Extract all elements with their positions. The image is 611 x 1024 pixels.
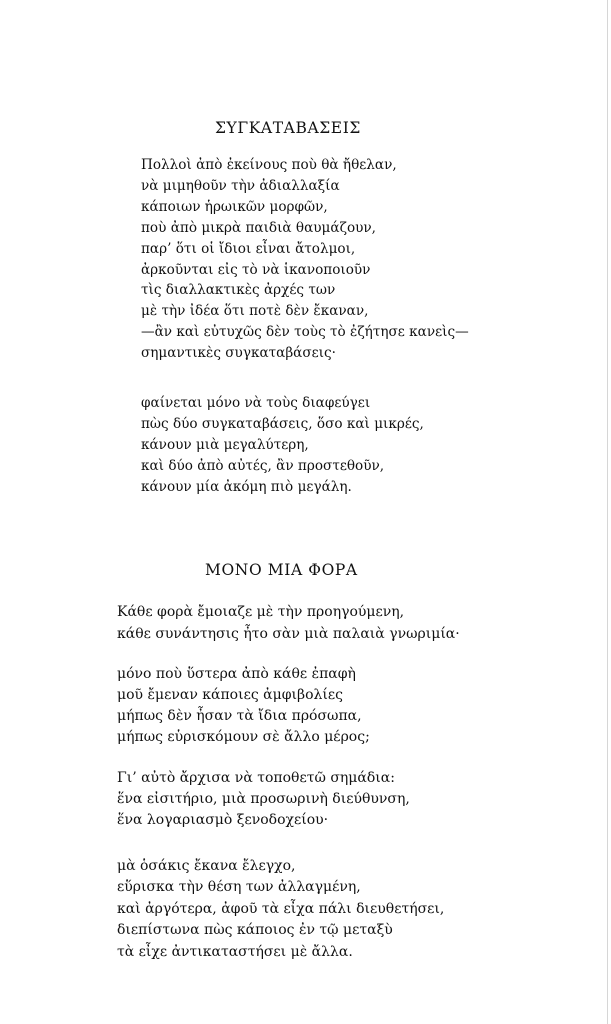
poem-line: νὰ μιμηθοῦν τὴν ἀδιαλλαξία: [141, 177, 340, 194]
poem-line: μήπως δὲν ἦσαν τὰ ἴδια πρόσωπα,: [117, 708, 362, 724]
poem-1-stanza-1: [141, 155, 469, 364]
poem-line: ἕνα λογαριασμὸ ξενοδοχείου·: [117, 812, 329, 828]
poem-1-stanza-2: [141, 393, 424, 498]
poem-line: —ἂν καὶ εὐτυχῶς δὲν τοὺς τὸ ἐζήτησε κανεὶς—: [141, 324, 469, 341]
poem-line: μὲ τὴν ἰδέα ὅτι ποτὲ δὲν ἔκαναν,: [141, 303, 369, 320]
poem-line: πὼς δύο συγκαταβάσεις, ὅσο καὶ μικρές,: [141, 415, 424, 432]
poem-line: κάποιων ἡρωικῶν μορφῶν,: [141, 198, 328, 215]
poem-line: μήπως εὑρισκόμουν σὲ ἄλλο μέρος;: [117, 729, 370, 745]
poem-line: παρ’ ὅτι οἱ ἴδιοι εἶναι ἄτολμοι,: [141, 240, 356, 257]
poem-line: κάνουν μία ἀκόμη πιὸ μεγάλη.: [141, 478, 352, 495]
poem-line: κάθε συνάντησις ἦτο σὰν μιὰ παλαιὰ γνωριμία·: [117, 626, 460, 642]
poem-2-stanza-3: [117, 768, 410, 831]
poem-line: Κάθε φορὰ ἔμοιαζε μὲ τὴν προηγούμενη,: [117, 604, 405, 620]
poem-2-stanza-4: [117, 856, 444, 963]
poem-line: διεπίστωνα πὼς κάποιος ἐν τῷ μεταξὺ: [117, 922, 393, 939]
poem-line: καὶ δύο ἀπὸ αὐτές, ἂν προστεθοῦν,: [141, 457, 385, 474]
poem-2-stanza-2: [117, 664, 370, 748]
poem-line: μόνο ποὺ ὕστερα ἀπὸ κάθε ἐπαφὴ: [117, 666, 356, 682]
poem-line: Πολλοὶ ἀπὸ ἐκείνους ποὺ θὰ ἤθελαν,: [141, 157, 397, 173]
poem-title-2: ΜΟΝΟ ΜΙΑ ΦΟΡΑ: [205, 561, 358, 579]
poem-line: φαίνεται μόνο νὰ τοὺς διαφεύγει: [141, 395, 371, 411]
poem-line: σημαντικὲς συγκαταβάσεις·: [141, 345, 336, 362]
poem-line: εὕρισκα τὴν θέση των ἀλλαγμένη,: [117, 879, 361, 896]
page-edge-line: [607, 0, 608, 1024]
poem-title-1: ΣΥΓΚΑΤΑΒΑΣΕΙΣ: [215, 119, 361, 137]
poem-line: τὰ εἶχε ἀντικαταστήσει μὲ ἄλλα.: [117, 943, 353, 960]
poem-line: ἀρκοῦνται εἰς τὸ νὰ ἱκανοποιοῦν: [141, 261, 371, 278]
poem-line: καὶ ἀργότερα, ἀφοῦ τὰ εἶχα πάλι διευθετήσει,: [117, 900, 445, 917]
poem-line: Γι’ αὐτὸ ἄρχισα νὰ τοποθετῶ σημάδια:: [117, 770, 395, 786]
poem-line: ἕνα εἰσιτήριο, μιὰ προσωρινὴ διεύθυνση,: [117, 791, 410, 807]
poem-2-stanza-1: [117, 601, 460, 645]
poem-line: ποὺ ἀπὸ μικρὰ παιδιὰ θαυμάζουν,: [141, 219, 376, 236]
poem-line: μὰ ὁσάκις ἔκανα ἔλεγχο,: [117, 858, 296, 874]
poem-line: κάνουν μιὰ μεγαλύτερη,: [141, 436, 309, 453]
poem-line: μοῦ ἔμεναν κάποιες ἀμφιβολίες: [117, 687, 343, 703]
poem-line: τὶς διαλλακτικὲς ἀρχές των: [141, 282, 336, 299]
